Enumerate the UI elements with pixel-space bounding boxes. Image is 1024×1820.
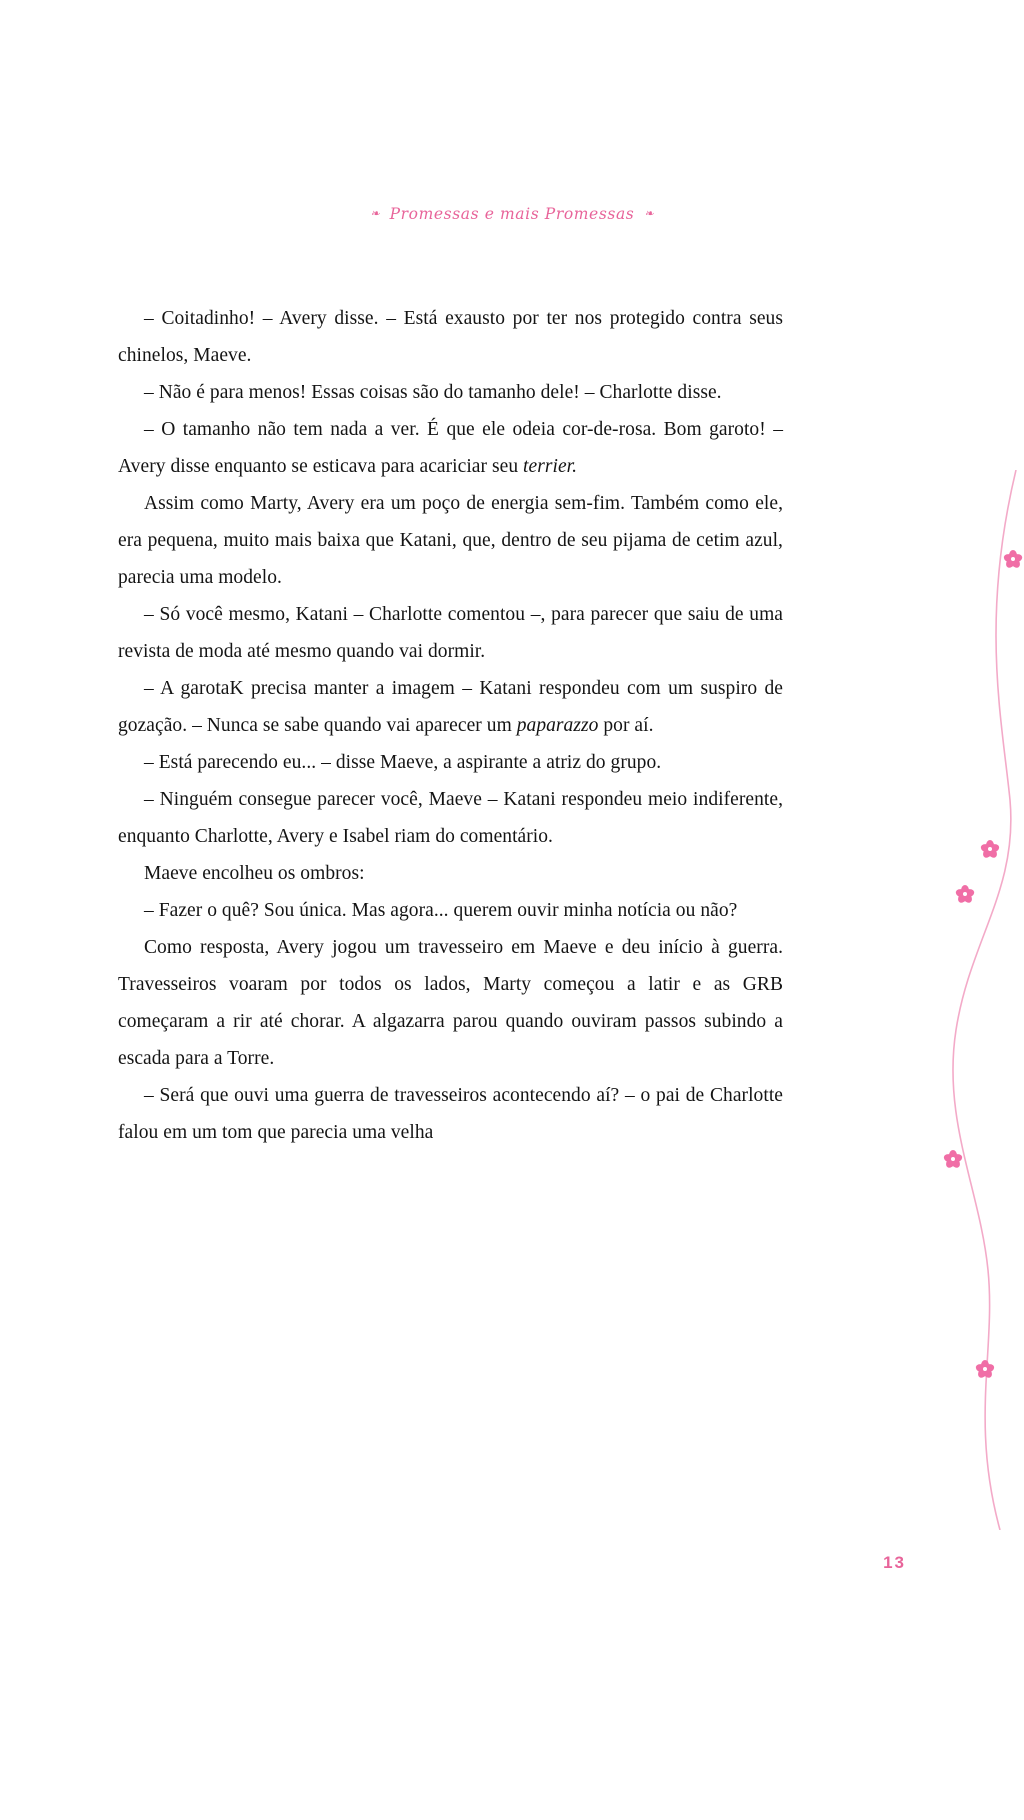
paragraph: – O tamanho não tem nada a ver. É que ele odeia cor-de-rosa. Bom garoto! – Avery disse enquanto se esticava para acariciar seu terrier. (118, 419, 783, 477)
paragraph: Maeve encolheu os ombros: (144, 863, 365, 884)
vine-stem-icon (884, 470, 1024, 1530)
flower-icon (956, 885, 974, 903)
page-number: 13 (883, 1553, 906, 1572)
paragraph: – Será que ouvi uma guerra de travesseiros acontecendo aí? – o pai de Charlotte falou em um tom que parecia uma velha (118, 1085, 783, 1143)
running-head-title: Promessas e mais Promessas (389, 205, 635, 223)
paragraph: – Ninguém consegue parecer você, Maeve – Katani respondeu meio indiferente, enquanto Charlotte, Avery e Isabel riam do comentário. (118, 789, 783, 847)
running-head (0, 205, 1024, 223)
paragraph: Como resposta, Avery jogou um travesseiro em Maeve e deu início à guerra. Travesseiros voaram por todos os lados, Marty começou a latir e as GRB começaram a rir até chorar. A algazarra parou quando ouviram passos subindo a escada para a Torre. (118, 937, 783, 1069)
paragraph: – Não é para menos! Essas coisas são do tamanho dele! – Charlotte disse. (144, 382, 722, 403)
paragraph: – Só você mesmo, Katani – Charlotte comentou –, para parecer que saiu de uma revista de moda até mesmo quando vai dormir. (118, 604, 783, 662)
flower-icon (1004, 550, 1022, 568)
flower-icon (944, 1150, 962, 1168)
paragraph: – A garotaK precisa manter a imagem – Katani respondeu com um suspiro de gozação. – Nunca se sabe quando vai aparecer um paparazzo por aí. (118, 678, 783, 736)
ornament-right-icon: ❧ (644, 207, 654, 220)
paragraph: – Coitadinho! – Avery disse. – Está exausto por ter nos protegido contra seus chinelos, Maeve. (118, 308, 783, 366)
italic-word: terrier. (523, 456, 578, 477)
paragraph: Assim como Marty, Avery era um poço de energia sem-fim. Também como ele, era pequena, muito mais baixa que Katani, que, dentro de seu pijama de cetim azul, parecia uma modelo. (118, 493, 783, 588)
paragraph: – Fazer o quê? Sou única. Mas agora... querem ouvir minha notícia ou não? (144, 900, 738, 921)
floral-vine-decoration (884, 470, 1024, 1530)
body-text-column (118, 300, 783, 1151)
paragraph: – Está parecendo eu... – disse Maeve, a aspirante a atriz do grupo. (144, 752, 662, 773)
flower-icon (976, 1360, 994, 1378)
flower-icon (981, 840, 999, 858)
ornament-left-icon: ❧ (370, 207, 380, 220)
italic-word: paparazzo (516, 715, 599, 736)
